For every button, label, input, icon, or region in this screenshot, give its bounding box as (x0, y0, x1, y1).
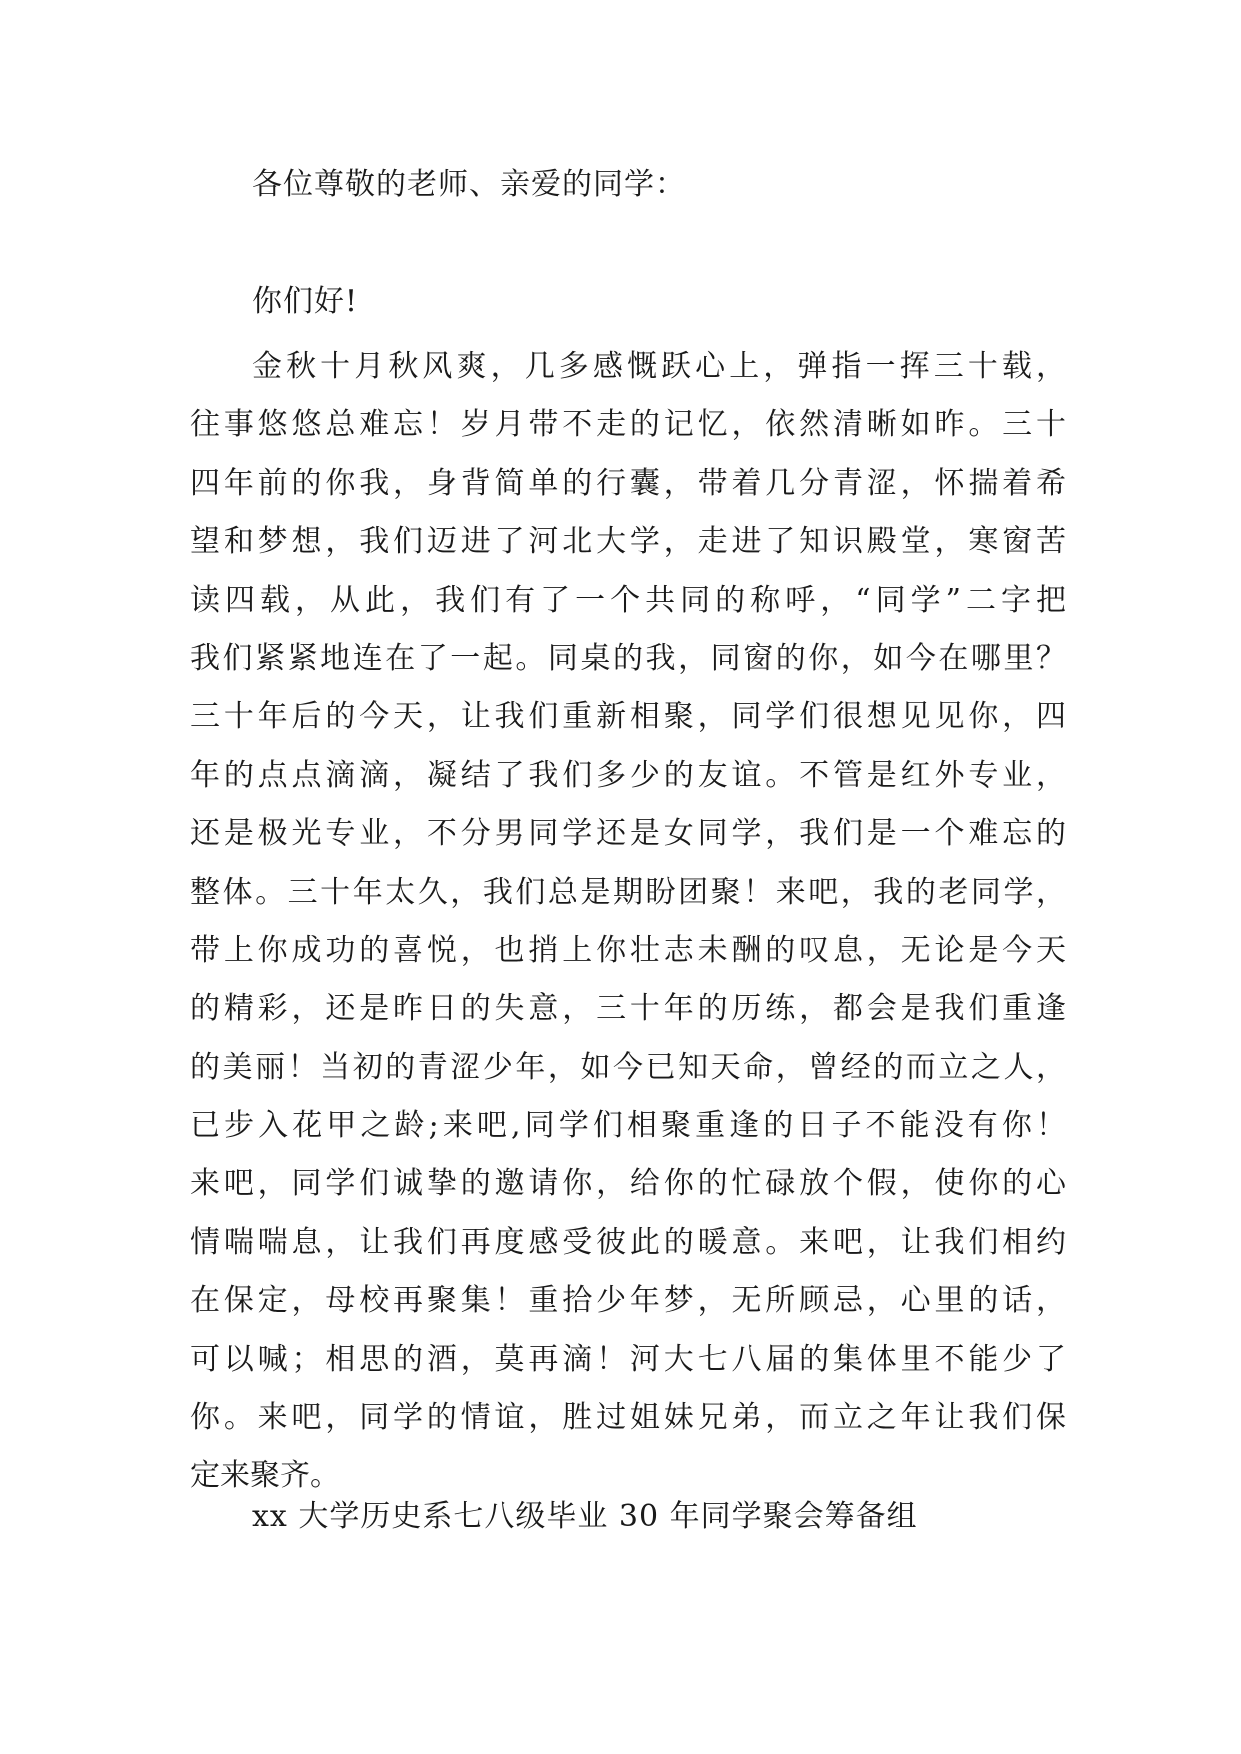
body-line: 还是极光专业，不分男同学还是女同学，我们是一个难忘的 (190, 816, 1066, 852)
body-line: 四年前的你我，身背简单的行囊，带着几分青涩，怀揣着希 (190, 465, 1066, 501)
body-line: 在保定，母校再聚集！重拾少年梦，无所顾忌，心里的话， (190, 1283, 1066, 1319)
body-line: 定来聚齐。 (190, 1458, 340, 1494)
body-line: 金秋十月秋风爽，几多感慨跃心上，弹指一挥三十载， (252, 349, 1066, 384)
body-line: 整体。三十年太久，我们总是期盼团聚！来吧，我的老同学， (190, 874, 1066, 910)
body-line: 年的点点滴滴，凝结了我们多少的友谊。不管是红外专业， (190, 757, 1066, 793)
body-line: 已步入花甲之龄;来吧,同学们相聚重逢的日子不能没有你！ (190, 1108, 1066, 1144)
body-line: 的美丽！当初的青涩少年，如今已知天命，曾经的而立之人， (190, 1049, 1066, 1085)
body-line: 我们紧紧地连在了一起。同桌的我，同窗的你，如今在哪里？ (190, 640, 1066, 676)
body-line: 的精彩，还是昨日的失意，三十年的历练，都会是我们重逢 (190, 991, 1066, 1027)
body-line: 望和梦想，我们迈进了河北大学，走进了知识殿堂，寒窗苦 (190, 524, 1066, 560)
body-line: 你。来吧，同学的情谊，胜过姐妹兄弟，而立之年让我们保 (190, 1400, 1066, 1436)
greeting-line: 你们好! (252, 284, 359, 319)
salutation: 各位尊敬的老师、亲爱的同学： (252, 167, 686, 202)
body-line: 带上你成功的喜悦，也捎上你壮志未酬的叹息，无论是今天 (190, 932, 1066, 968)
body-line: 读四载，从此，我们有了一个共同的称呼，“同学”二字把 (190, 582, 1066, 618)
letter-body (190, 338, 1066, 1506)
signature: xx 大学历史系七八级毕业 30 年同学聚会筹备组 (252, 1499, 918, 1534)
body-line: 三十年后的今天，让我们重新相聚，同学们很想见见你，四 (190, 699, 1066, 735)
body-line: 往事悠悠总难忘！岁月带不走的记忆，依然清晰如昨。三十 (190, 407, 1066, 443)
body-line: 情喘喘息，让我们再度感受彼此的暖意。来吧，让我们相约 (190, 1224, 1066, 1260)
body-line: 来吧，同学们诚挚的邀请你，给你的忙碌放个假，使你的心 (190, 1166, 1066, 1202)
body-line: 可以喊；相思的酒，莫再滴！河大七八届的集体里不能少了 (190, 1341, 1066, 1377)
